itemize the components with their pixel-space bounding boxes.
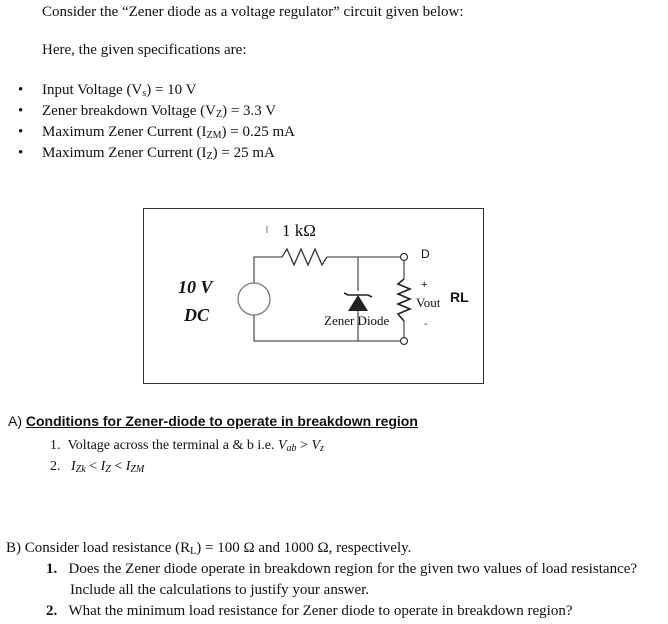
section-a-item-2: 2. $I_{Zk} < I_Z < I_{ZM}$ bbox=[50, 459, 145, 475]
circuit-diagram bbox=[143, 208, 484, 384]
section-b-question-2: 2. What the minimum load resistance for Zener diode to operate in breakdown region? bbox=[46, 603, 573, 619]
bullet-icon: • bbox=[18, 124, 24, 140]
wire-top-left bbox=[254, 257, 282, 283]
resistor-1k bbox=[282, 249, 327, 265]
spec-item: • Maximum Zener Current $(I_Z) = 25$ mA bbox=[18, 145, 275, 162]
section-a-title: Conditions for Zener-diode to operate in breakdown region bbox=[25, 413, 418, 429]
vout-label: Vout bbox=[416, 295, 441, 310]
node-label: D bbox=[421, 247, 430, 261]
minus-sign: - bbox=[424, 319, 428, 330]
plus-sign: + bbox=[421, 279, 428, 291]
section-b-question-1: 1. Does the Zener diode operate in breakdown region for the given two values of load resistance? bbox=[46, 561, 638, 577]
section-a-heading: A) Conditions for Zener-diode to operate in breakdown region bbox=[8, 413, 418, 429]
source-voltage-label: 10 V bbox=[178, 277, 213, 297]
zener-diode-triangle bbox=[348, 295, 368, 311]
spec-item: • Input Voltage $(V_s) = 10$ V bbox=[18, 82, 197, 99]
source-type-label: DC bbox=[184, 305, 210, 325]
bullet-icon: • bbox=[18, 103, 24, 119]
terminal-top bbox=[401, 254, 408, 261]
bullet-icon: • bbox=[18, 145, 24, 161]
resistor-label: 1 kΩ bbox=[282, 221, 316, 240]
spec-item: • Zener breakdown Voltage $(V_Z) = 3.3$ V bbox=[18, 103, 277, 120]
spec-item: • Maximum Zener Current $(I_{ZM}) = 0.25$ mA bbox=[18, 124, 295, 141]
section-b-question-1-cont: Include all the calculations to justify your answer. bbox=[70, 582, 370, 598]
bullet-icon: • bbox=[18, 82, 24, 98]
specifications-list bbox=[0, 82, 295, 166]
terminal-bottom bbox=[401, 338, 408, 345]
dc-source bbox=[238, 283, 270, 315]
load-resistor-rl bbox=[398, 279, 410, 321]
marker-tick bbox=[266, 226, 268, 233]
section-a-item-1: 1. Voltage across the terminal a & b i.e. $V_{ab} > V_z$ bbox=[50, 438, 324, 454]
intro-line-1: Consider the “Zener diode as a voltage regulator” circuit given below: bbox=[42, 4, 464, 20]
zener-label: Zener Diode bbox=[324, 313, 390, 328]
rl-label: RL bbox=[450, 289, 469, 305]
intro-line-2: Here, the given specifications are: bbox=[42, 42, 247, 58]
section-b-heading: B) Consider load resistance $(R_L) = 100$ Ω and 1000 Ω, respectively. bbox=[6, 540, 412, 557]
